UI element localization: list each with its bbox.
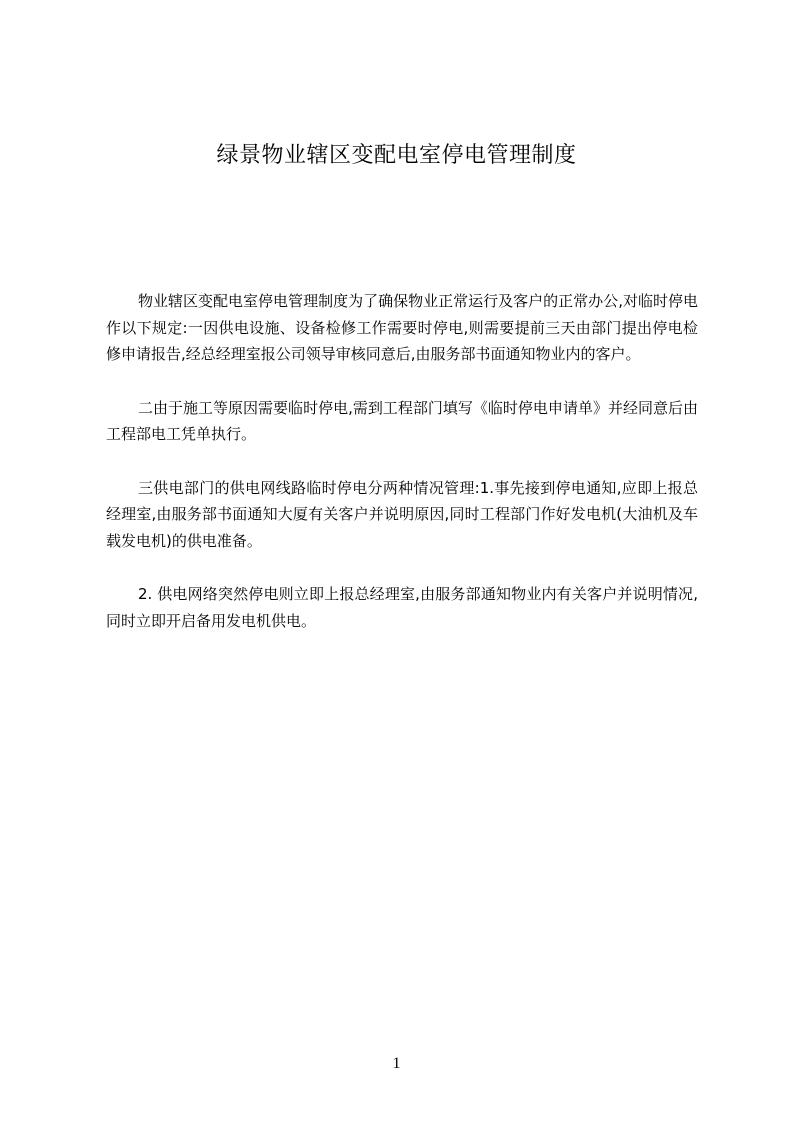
paragraph-2: 二由于施工等原因需要临时停电,需到工程部门填写《临时停电申请单》并经同意后由工程部电工凭单执行。 bbox=[106, 398, 698, 443]
paragraph-4: 2. 供电网络突然停电则立即上报总经理室,由服务部通知物业内有关客户并说明情况,同时立即开启备用发电机供电。 bbox=[106, 585, 698, 630]
paragraph-1: 物业辖区变配电室停电管理制度为了确保物业正常运行及客户的正常办公,对临时停电作以下规定:一因供电设施、设备检修工作需要时停电,则需要提前三天由部门提出停电检修申请报告,经总经理室报公司领导审核同意后,由服务部书面通知物业内的客户。 bbox=[106, 292, 698, 363]
document-title: 绿景物业辖区变配电室停电管理制度 bbox=[216, 143, 577, 168]
document-body bbox=[106, 288, 698, 661]
paragraph-3: 三供电部门的供电网线路临时停电分两种情况管理:1.事先接到停电通知,应即上报总经理室,由服务部书面通知大厦有关客户并说明原因,同时工程部门作好发电机(大油机及车载发电机)的供电准备。 bbox=[106, 478, 698, 550]
page-number: 1 bbox=[392, 1055, 401, 1072]
